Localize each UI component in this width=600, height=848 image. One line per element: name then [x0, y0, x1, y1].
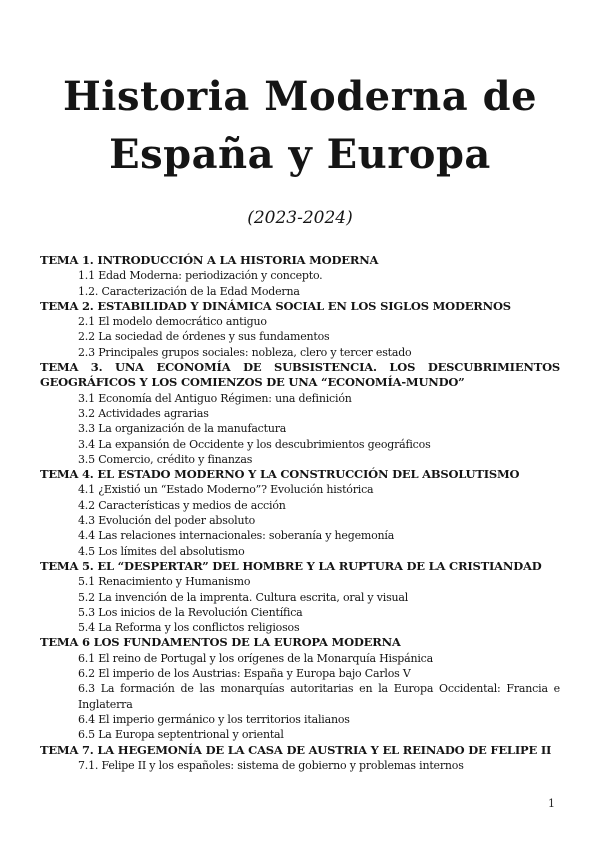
title-line-1: Historia Moderna de	[62, 73, 538, 120]
tema-heading: TEMA 7. LA HEGEMONÍA DE LA CASA DE AUSTRIA Y EL REINADO DE FELIPE II	[40, 742, 552, 757]
tema-subitem: 2.3 Principales grupos sociales: nobleza, clero y tercer estado	[78, 345, 412, 359]
tema-heading: TEMA 2. ESTABILIDAD Y DINÁMICA SOCIAL EN LOS SIGLOS MODERNOS	[40, 298, 511, 313]
tema-subitem: 5.2 La invención de la imprenta. Cultura escrita, oral y visual	[78, 590, 409, 604]
document-title	[40, 68, 560, 184]
tema-subitem: 5.3 Los inicios de la Revolución Científica	[78, 605, 303, 619]
tema-subitem: 3.5 Comercio, crédito y finanzas	[78, 452, 253, 466]
tema-subitem: 4.5 Los límites del absolutismo	[78, 544, 245, 558]
tema-subitem: 5.4 La Reforma y los conflictos religiosos	[78, 621, 300, 635]
tema-subitem: 7.1. Felipe II y los españoles: sistema de gobierno y problemas internos	[78, 758, 464, 772]
tema-subitem: 4.1 ¿Existió un “Estado Moderno”? Evolución histórica	[78, 483, 374, 497]
table-of-contents	[40, 253, 560, 773]
tema-subitem: 2.2 La sociedad de órdenes y sus fundamentos	[78, 330, 330, 344]
tema-subitem: 1.1 Edad Moderna: periodización y concepto.	[78, 269, 323, 283]
tema-subitem: 3.2 Actividades agrarias	[78, 406, 209, 420]
tema-subitem: 5.1 Renacimiento y Humanismo	[78, 575, 251, 589]
tema-subitem: 4.4 Las relaciones internacionales: soberanía y hegemonía	[78, 529, 395, 543]
tema-subitem: 3.3 La organización de la manufactura	[78, 422, 287, 436]
title-line-2: España y Europa	[109, 131, 491, 178]
tema-heading: TEMA 6 LOS FUNDAMENTOS DE LA EUROPA MODERNA	[40, 635, 401, 650]
tema-subitem: 6.5 La Europa septentrional y oriental	[78, 728, 284, 742]
tema-heading: TEMA 4. EL ESTADO MODERNO Y LA CONSTRUCCIÓN DEL ABSOLUTISMO	[40, 467, 520, 482]
tema-heading: TEMA 3. UNA ECONOMÍA DE SUBSISTENCIA. LOS DESCUBRIMIENTOS GEOGRÁFICOS Y LOS COMIENZOS DE UNA “ECONOMÍA-MUNDO”	[40, 360, 560, 390]
tema-heading: TEMA 5. EL “DESPERTAR” DEL HOMBRE Y LA RUPTURA DE LA CRISTIANDAD	[40, 558, 542, 573]
tema-subitem: 6.2 El imperio de los Austrias: España y Europa bajo Carlos V	[78, 667, 411, 681]
tema-subitem: 4.3 Evolución del poder absoluto	[78, 514, 255, 528]
tema-heading: TEMA 1. INTRODUCCIÓN A LA HISTORIA MODERNA	[40, 253, 379, 267]
tema-subitem: 1.2. Caracterización de la Edad Moderna	[78, 284, 300, 298]
tema-subitem: 4.2 Características y medios de acción	[78, 498, 286, 512]
tema-subitem: 6.4 El imperio germánico y los territorios italianos	[78, 712, 350, 726]
tema-subitem: 3.1 Economía del Antiguo Régimen: una definición	[78, 391, 352, 405]
tema-subitem: 6.1 El reino de Portugal y los orígenes de la Monarquía Hispánica	[78, 651, 433, 665]
tema-subitem: 2.1 El modelo democrático antiguo	[78, 315, 267, 329]
page-number: 1	[548, 797, 555, 810]
document-subtitle: (2023-2024)	[247, 208, 353, 228]
tema-subitem: 3.4 La expansión de Occidente y los descubrimientos geográficos	[78, 437, 431, 451]
tema-subitem: 6.3 La formación de las monarquías autoritarias en la Europa Occidental: Francia e Inglaterra	[78, 682, 560, 711]
